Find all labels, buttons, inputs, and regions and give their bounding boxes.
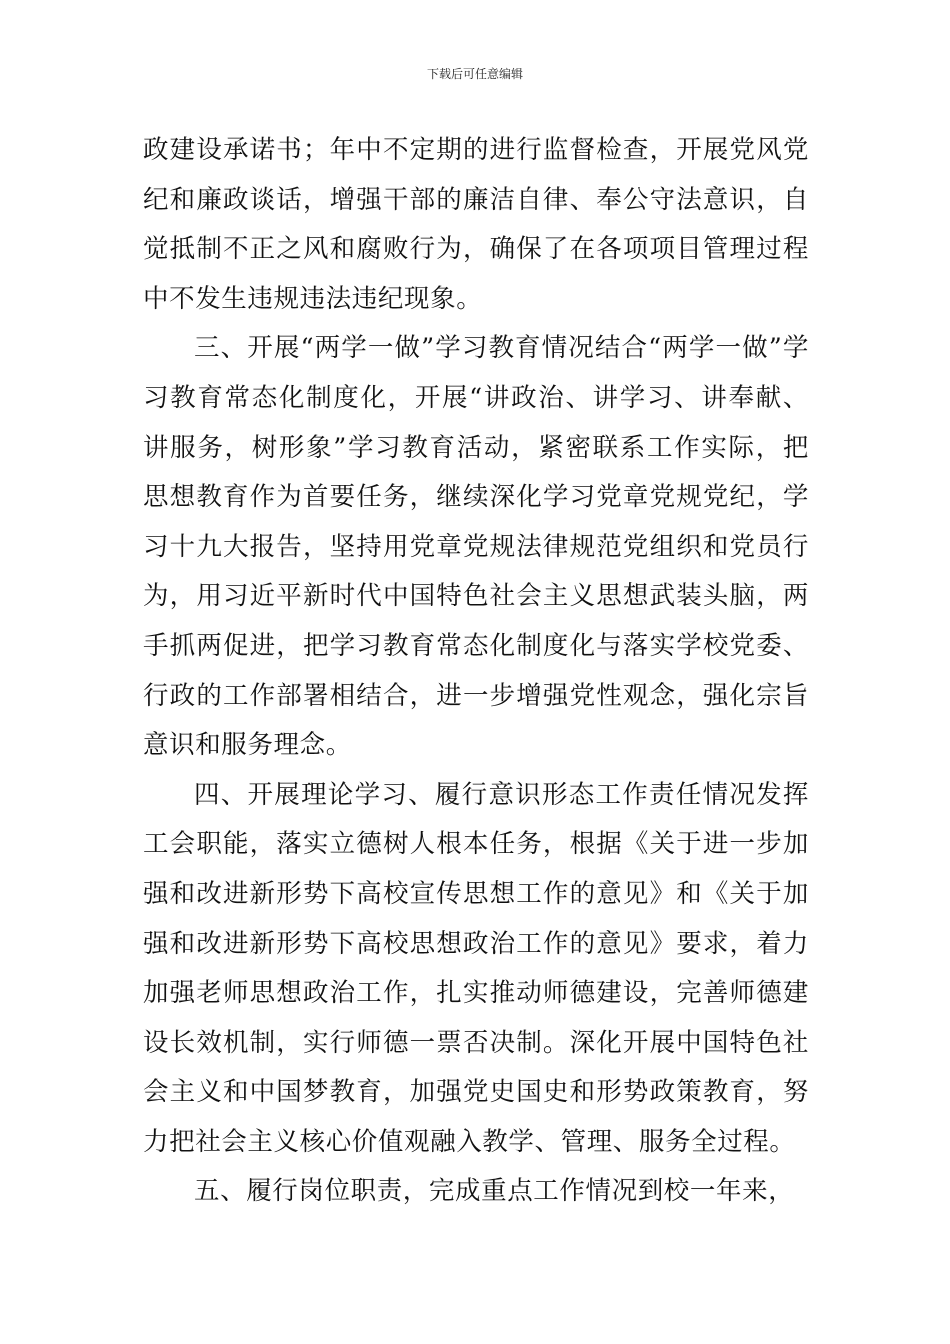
paragraph-section-3: 三、开展“两学一做”学习教育情况结合“两学一做”学习教育常态化制度化，开展“讲政治、讲学习、讲奉献、讲服务，树形象”学习教育活动，紧密联系工作实际，把思想教育作为首要任务，继续深化学习党章党规党纪，学习十九大报告，坚持用党章党规法律规范党组织和党员行为，用习近平新时代中国特色社会主义思想武装头脑，两手抓两促进，把学习教育常态化制度化与落实学校党委、行政的工作部署相结合，进一步增强党性观念，强化宗旨意识和服务理念。	[143, 333, 809, 761]
header-note: 下载后可任意编辑	[426, 67, 523, 81]
paragraph-section-4: 四、开展理论学习、履行意识形态工作责任情况发挥工会职能，落实立德树人根本任务，根据《关于进一步加强和改进新形势下高校宣传思想工作的意见》和《关于加强和改进新形势下高校思想政治工作的意见》要求，着力加强老师思想政治工作，扎实推动师德建设，完善师德建设长效机制，实行师德一票否决制。深化开展中国特色社会主义和中国梦教育，加强党史国史和形势政策教育，努力把社会主义核心价值观融入教学、管理、服务全过程。	[143, 779, 809, 1157]
paragraph-section-5: 五、履行岗位职责，完成重点工作情况到校一年来，	[194, 1176, 795, 1207]
document-body	[143, 126, 809, 1217]
paragraph-continuation: 政建设承诺书；年中不定期的进行监督检查，开展党风党纪和廉政谈话，增强干部的廉洁自律、奉公守法意识，自觉抵制不正之风和腐败行为，确保了在各项项目管理过程中不发生违规违法违纪现象。	[143, 135, 809, 314]
